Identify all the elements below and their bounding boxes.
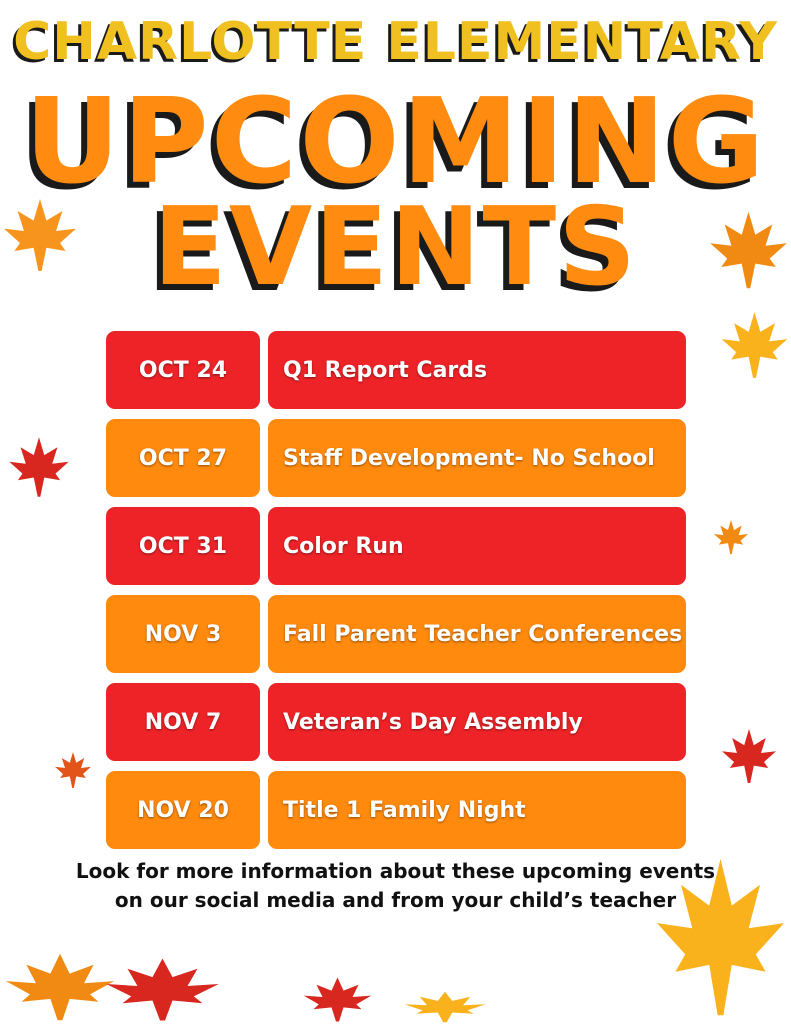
maple-leaf-icon <box>400 990 490 1024</box>
event-date: NOV 3 <box>106 595 260 673</box>
title-events: EVENTS <box>153 185 638 310</box>
events-list <box>106 331 686 859</box>
event-date: OCT 31 <box>106 507 260 585</box>
event-name: Fall Parent Teacher Conferences <box>268 595 686 673</box>
event-row <box>106 419 686 497</box>
event-row <box>106 507 686 585</box>
event-name: Veteran’s Day Assembly <box>268 683 686 761</box>
maple-leaf-icon <box>718 726 780 786</box>
event-row <box>106 595 686 673</box>
event-name: Q1 Report Cards <box>268 331 686 409</box>
maple-leaf-icon <box>100 955 225 1024</box>
school-name: CHARLOTTE ELEMENTARY <box>13 12 778 72</box>
maple-leaf-icon <box>300 975 375 1024</box>
footer-note <box>0 857 791 915</box>
event-name: Title 1 Family Night <box>268 771 686 849</box>
title-upcoming: UPCOMING <box>24 72 767 210</box>
maple-leaf-icon <box>710 518 752 556</box>
event-row <box>106 331 686 409</box>
event-row <box>106 683 686 761</box>
event-date: NOV 20 <box>106 771 260 849</box>
event-row <box>106 771 686 849</box>
maple-leaf-icon <box>52 750 94 790</box>
footer-line-2: on our social media and from your child’s teacher <box>114 888 677 912</box>
maple-leaf-icon <box>6 432 72 502</box>
maple-leaf-icon <box>718 300 791 390</box>
event-date: NOV 7 <box>106 683 260 761</box>
event-name: Color Run <box>268 507 686 585</box>
event-name: Staff Development- No School <box>268 419 686 497</box>
event-date: OCT 27 <box>106 419 260 497</box>
event-date: OCT 24 <box>106 331 260 409</box>
footer-line-1: Look for more information about these upcoming events <box>75 859 716 883</box>
